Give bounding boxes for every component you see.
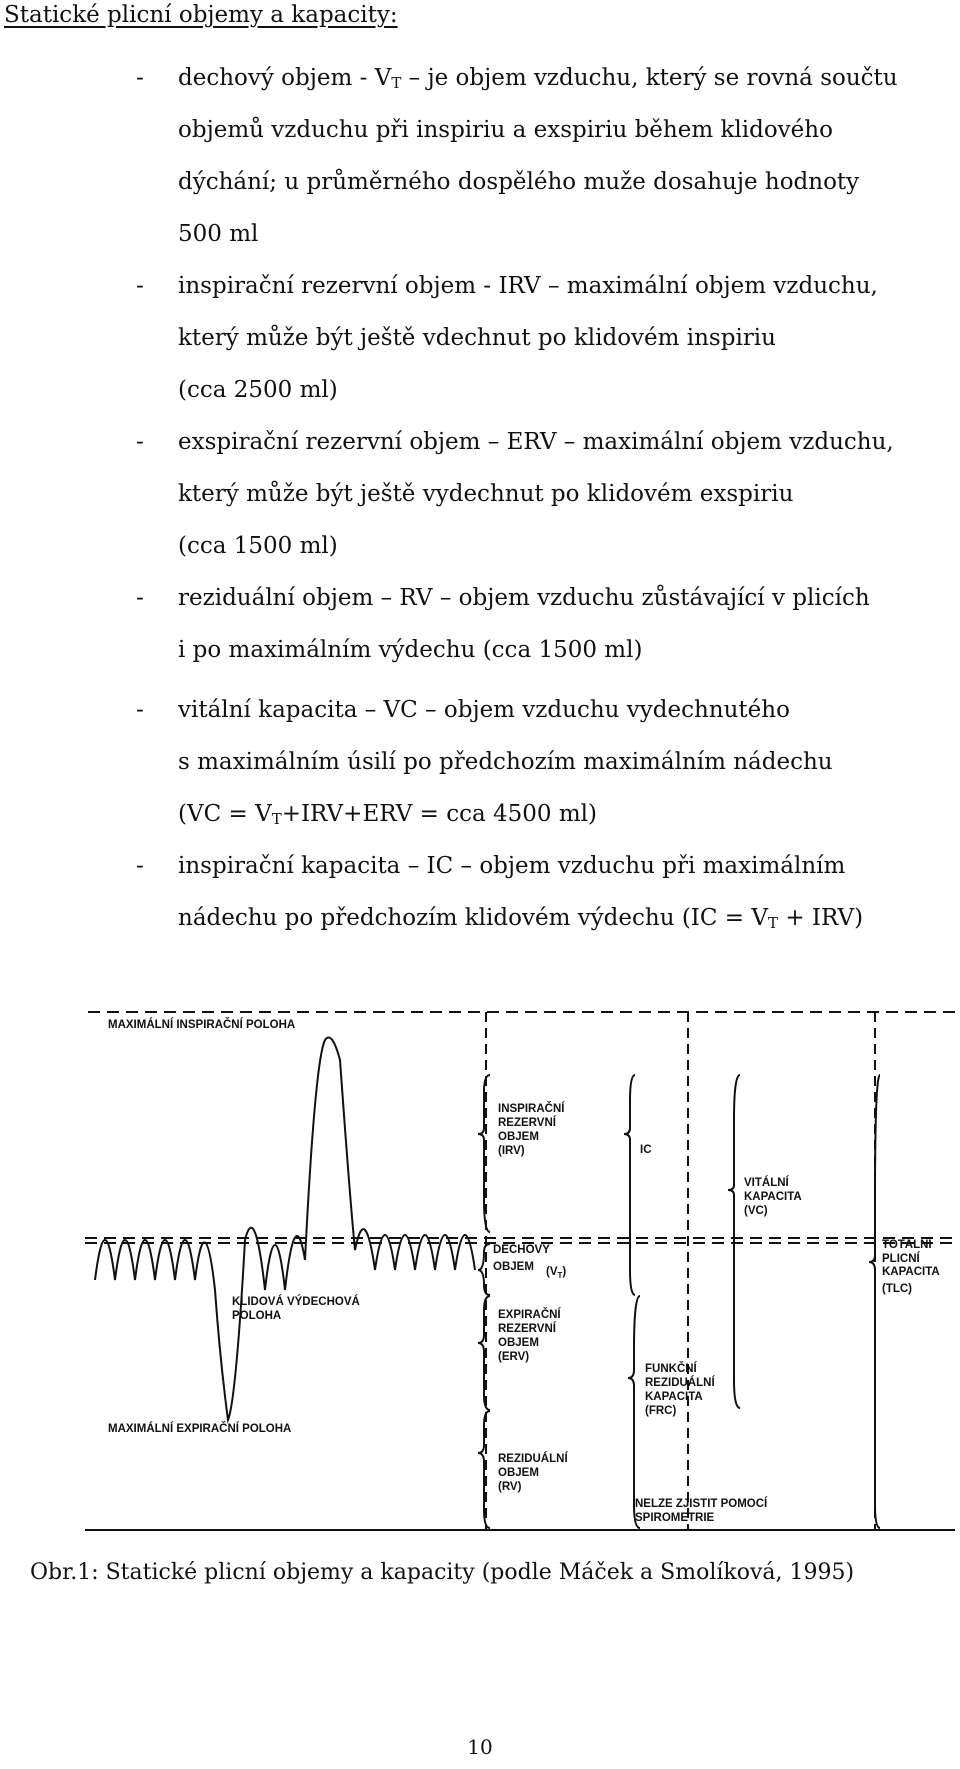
label-irv-2: REZERVNÍ (498, 1117, 556, 1129)
lung-volumes-diagram (80, 1000, 960, 1540)
label-tlc-1: TOTÁLNÍ (882, 1239, 932, 1251)
list-line: ($VC = V_T+IRV+ERV$ = cca 4500 ml) (178, 801, 597, 828)
label-rv-2: OBJEM (498, 1467, 539, 1479)
label-vt-1: DECHOVÝ (493, 1244, 550, 1256)
label-vt-3: $(V_T)$ (546, 1266, 567, 1280)
label-note-2: SPIROMETRIE (635, 1512, 715, 1524)
label-max-insp: MAXIMÁLNÍ INSPIRAČNÍ POLOHA (108, 1019, 296, 1031)
label-tlc-3: KAPACITA (882, 1266, 940, 1278)
brace-irv (478, 1075, 490, 1232)
list-bullet: - (136, 65, 144, 91)
label-tlc-2: PLICNÍ (882, 1253, 920, 1265)
page-heading: Statické plicní objemy a kapacity: (4, 2, 398, 28)
brace-tlc (869, 1075, 880, 1528)
list-bullet: - (136, 853, 144, 879)
list-line: inspirační rezervní objem - IRV – maximální objem vzduchu, (178, 273, 878, 299)
list-line: dýchání; u průměrného dospělého muže dosahuje hodnoty (178, 169, 860, 195)
list-line: vitální kapacita – VC – objem vzduchu vydechnutého (178, 697, 790, 723)
brace-rv (478, 1411, 490, 1528)
list-line: (cca 1500 ml) (178, 533, 338, 559)
list-bullet: - (136, 585, 144, 611)
list-line: který může být ještě vdechnut po klidovém inspiriu (178, 325, 776, 351)
label-vc-3: (VC) (744, 1205, 768, 1217)
list-line: (cca 2500 ml) (178, 377, 338, 403)
label-erv-3: OBJEM (498, 1337, 539, 1349)
list-bullet: - (136, 273, 144, 299)
brace-erv (478, 1296, 490, 1410)
label-frc-2: REZIDUÁLNÍ (645, 1377, 715, 1389)
figure-caption: Obr.1: Statické plicní objemy a kapacity (podle Máček a Smolíková, 1995) (30, 1560, 855, 1585)
list-line: 500 ml (178, 221, 259, 247)
label-klidova-2: POLOHA (232, 1310, 282, 1322)
list-line: s maximálním úsilí po předchozím maximálním nádechu (178, 749, 833, 775)
label-klidova-1: KLIDOVÁ VÝDECHOVÁ (232, 1296, 360, 1308)
list-bullet: - (136, 697, 144, 723)
list-line: i po maximálním výdechu (cca 1500 ml) (178, 637, 643, 663)
list-line: inspirační kapacita – IC – objem vzduchu při maximálním (178, 853, 846, 879)
list-line: reziduální objem – RV – objem vzduchu zůstávající v plicích (178, 585, 870, 611)
list-line: dechový objem - $V_T$ – je objem vzduchu, který se rovná součtu (178, 65, 898, 92)
page-number: 10 (467, 1735, 493, 1759)
list-line: nádechu po předchozím klidovém výdechu $(IC = V_T + IRV)$ (178, 905, 864, 932)
label-erv-4: (ERV) (498, 1351, 530, 1363)
label-frc-4: (FRC) (645, 1405, 677, 1417)
label-ic: IC (640, 1144, 652, 1156)
brace-vc (728, 1075, 740, 1408)
brace-vt (478, 1244, 490, 1295)
list-line: exspirační rezervní objem – ERV – maximální objem vzduchu, (178, 429, 894, 455)
spirogram-trace (95, 1038, 475, 1421)
label-frc-1: FUNKČNÍ (645, 1363, 697, 1375)
label-erv-1: EXPIRAČNÍ (498, 1309, 561, 1321)
label-note-1: NELZE ZJISTIT POMOCÍ (635, 1498, 768, 1510)
list-bullet: - (136, 429, 144, 455)
label-tlc-4: (TLC) (882, 1283, 913, 1295)
label-max-exp: MAXIMÁLNÍ EXPIRAČNÍ POLOHA (108, 1423, 292, 1435)
list-line: objemů vzduchu při inspiriu a exspiriu během klidového (178, 117, 833, 143)
brace-ic (624, 1075, 635, 1295)
list-line: který může být ještě vydechnut po klidovém exspiriu (178, 481, 794, 507)
label-frc-3: KAPACITA (645, 1391, 703, 1403)
label-irv-4: (IRV) (498, 1145, 525, 1157)
brace-frc (628, 1296, 640, 1528)
label-irv-3: OBJEM (498, 1131, 539, 1143)
label-rv-1: REZIDUÁLNÍ (498, 1453, 568, 1465)
label-vc-2: KAPACITA (744, 1191, 802, 1203)
label-vt-2: OBJEM (493, 1261, 534, 1273)
label-vc-1: VITÁLNÍ (744, 1177, 789, 1189)
label-irv-1: INSPIRAČNÍ (498, 1103, 565, 1115)
label-erv-2: REZERVNÍ (498, 1323, 556, 1335)
label-rv-3: (RV) (498, 1481, 522, 1493)
